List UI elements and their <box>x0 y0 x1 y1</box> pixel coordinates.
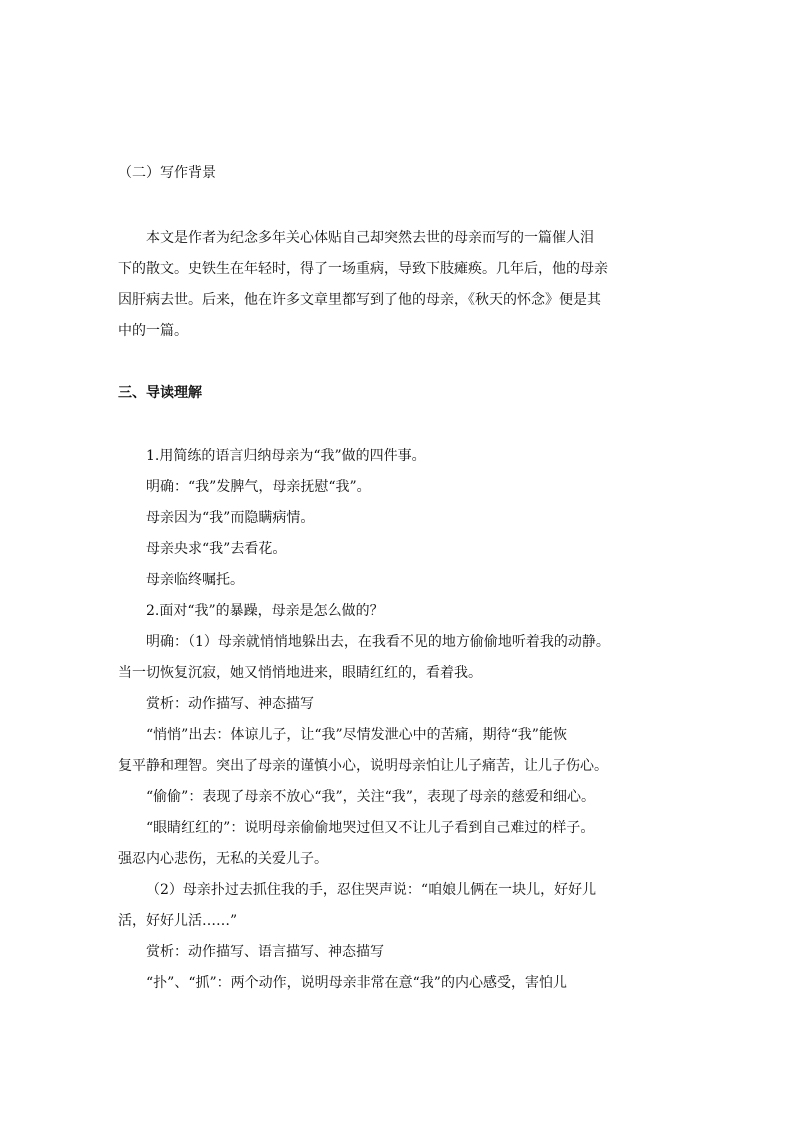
answer-line: （2）母亲扑过去抓住我的手，忍住哭声说：“咱娘儿俩在一块儿，好好儿 <box>146 882 597 898</box>
analysis-line: “偷偷”：表现了母亲不放心“我”，关注“我”，表现了母亲的慈爱和细心。 <box>146 789 595 805</box>
answer-line: 母亲临终嘱托。 <box>146 572 244 588</box>
analysis-line: 强忍内心悲伤，无私的关爱儿子。 <box>118 851 328 867</box>
analysis-line: “眼睛红红的”：说明母亲偷偷地哭过但又不让儿子看到自己难过的样子。 <box>146 820 595 836</box>
background-paragraph-line: 本文是作者为纪念多年关心体贴自己却突然去世的母亲而写的一篇催人泪 <box>146 230 594 246</box>
answer-line: 母亲央求“我”去看花。 <box>146 541 287 557</box>
answer-line: 母亲因为“我”而隐瞒病情。 <box>146 510 315 526</box>
question-1: 1.用简练的语言归纳母亲为“我”做的四件事。 <box>146 448 426 464</box>
analysis-line: 赏析：动作描写、神态描写 <box>146 696 314 712</box>
background-paragraph-line: 因肝病去世。后来，他在许多文章里都写到了他的母亲，《秋天的怀念》便是其 <box>118 292 601 308</box>
section-heading-guided-reading: 三、导读理解 <box>118 385 202 401</box>
analysis-line: 赏析：动作描写、语言描写、神态描写 <box>146 944 384 960</box>
answer-line: 当一切恢复沉寂，她又悄悄地进来，眼睛红红的，看着我。 <box>118 665 482 681</box>
analysis-line: “扑”、“抓”：两个动作，说明母亲非常在意“我”的内心感受，害怕儿 <box>146 975 567 991</box>
background-paragraph-line: 中的一篇。 <box>118 323 188 339</box>
analysis-line: 复平静和理智。突出了母亲的谨慎小心，说明母亲怕让儿子痛苦，让儿子伤心。 <box>118 758 608 774</box>
answer-line: 活，好好儿活……” <box>118 913 238 929</box>
analysis-line: “悄悄”出去：体谅儿子，让“我”尽情发泄心中的苦痛，期待“我”能恢 <box>146 727 567 743</box>
answer-line: 明确：“我”发脾气，母亲抚慰“我”。 <box>146 479 371 495</box>
section-heading-writing-background: （二）写作背景 <box>118 165 216 181</box>
answer-line: 明确：（1）母亲就悄悄地躲出去，在我看不见的地方偷偷地听着我的动静。 <box>146 634 610 650</box>
question-2: 2.面对“我”的暴躁，母亲是怎么做的？ <box>146 603 384 619</box>
background-paragraph-line: 下的散文。史铁生在年轻时，得了一场重病，导致下肢瘫痪。几年后，他的母亲 <box>118 261 608 277</box>
